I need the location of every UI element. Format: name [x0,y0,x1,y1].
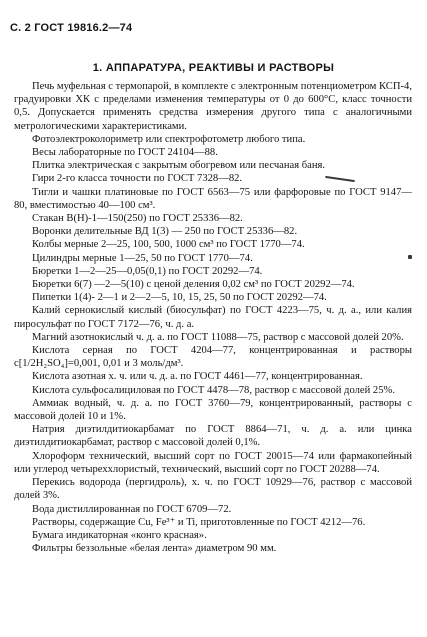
paragraph: Кислота серная по ГОСТ 4204—77, концентрированная и растворы c[1/2H₂SO₄]=0,001, 0,01 и 3 моль/дм³. [14,345,412,370]
paragraph: Магний азотнокислый ч. д. а. по ГОСТ 11088—75, раствор с массовой долей 20%. [32,331,404,343]
paragraph: Растворы, содержащие Cu, Fe³⁺ и Ti, приготовленные по ГОСТ 4212—76. [32,516,366,528]
paragraph: Воронки делительные ВД 1(3) — 250 по ГОСТ 25336—82. [32,226,298,238]
paragraph: Пипетки 1(4)- 2—1 и 2—2—5, 10, 15, 25, 50 по ГОСТ 20292—74. [32,292,327,304]
paragraph: Плитка электрическая с закрытым обогревом или песчаная баня. [32,160,326,172]
paragraph: Калий сернокислый кислый (биосульфат) по ГОСТ 4223—75, ч. д. а., или калия пиросульфат по ГОСТ 7172—76, ч. д. а. [14,305,412,330]
paragraph: Бумага индикаторная «конго красная». [32,529,207,541]
paragraph: Цилиндры мерные 1—25, 50 по ГОСТ 1770—74. [32,252,253,264]
paragraph: Колбы мерные 2—25, 100, 500, 1000 см³ по ГОСТ 1770—74. [32,239,305,251]
paragraph: Фильтры беззольные «белая лента» диаметром 90 мм. [32,543,277,555]
paragraph: Тигли и чашки платиновые по ГОСТ 6563—75 или фарфоровые по ГОСТ 9147—80, вместимостью 40—100 см³. [14,186,412,211]
scan-mark [408,255,412,259]
paragraph: Кислота сульфосалициловая по ГОСТ 4478—78, раствор с массовой долей 25%. [32,384,395,396]
section-body [14,80,412,555]
paragraph: Хлороформ технический, высший сорт по ГОСТ 20015—74 или фармакопейный или углерод четыреххлористый, технический, высший сорт по ГОСТ 20288—74. [14,450,412,475]
paragraph: Вода дистиллированная по ГОСТ 6709—72. [32,503,232,515]
paragraph: Бюретки 6(7) —2—5(10) с ценой деления 0,02 см³ по ГОСТ 20292—74. [32,279,355,291]
paragraph: Стакан В(Н)-1—150(250) по ГОСТ 25336—82. [32,213,243,225]
paragraph: Печь муфельная с термопарой, в комплекте с электронным потенциометром КСП-4, градуировки ХК с пределами изменения температуры от 0 до 600°C, класс точности 0,5. Допускается применять средства измерения другого типа с аналогичными метрологическими характеристиками. [14,81,412,132]
paragraph: Гири 2-го класса точности по ГОСТ 7328—82. [32,173,243,185]
paragraph: Перекись водорода (пергидроль), х. ч. по ГОСТ 10929—76, раствор с массовой долей 3%. [14,477,412,502]
section-title: 1. АППАРАТУРА, РЕАКТИВЫ И РАСТВОРЫ [92,62,335,74]
paragraph: Кислота азотная х. ч. или ч. д. а. по ГОСТ 4461—77, концентрированная. [32,371,363,383]
paragraph: Натрия диэтилдитиокарбамат по ГОСТ 8864—71, ч. д. а. или цинка диэтилдитиокарбамат, раствор с массовой долей 0,1%. [14,424,412,449]
paragraph: Фотоэлектроколориметр или спектрофотометр любого типа. [32,133,306,145]
paragraph: Весы лабораторные по ГОСТ 24104—88. [32,147,218,159]
paragraph: Бюретки 1—2—25—0,05(0,1) по ГОСТ 20292—74. [32,265,263,277]
page-header: С. 2 ГОСТ 19816.2—74 [10,22,133,34]
paragraph: Аммиак водный, ч. д. а. по ГОСТ 3760—79, концентрированный, растворы с массовой долей 10 и 1%. [14,397,412,423]
